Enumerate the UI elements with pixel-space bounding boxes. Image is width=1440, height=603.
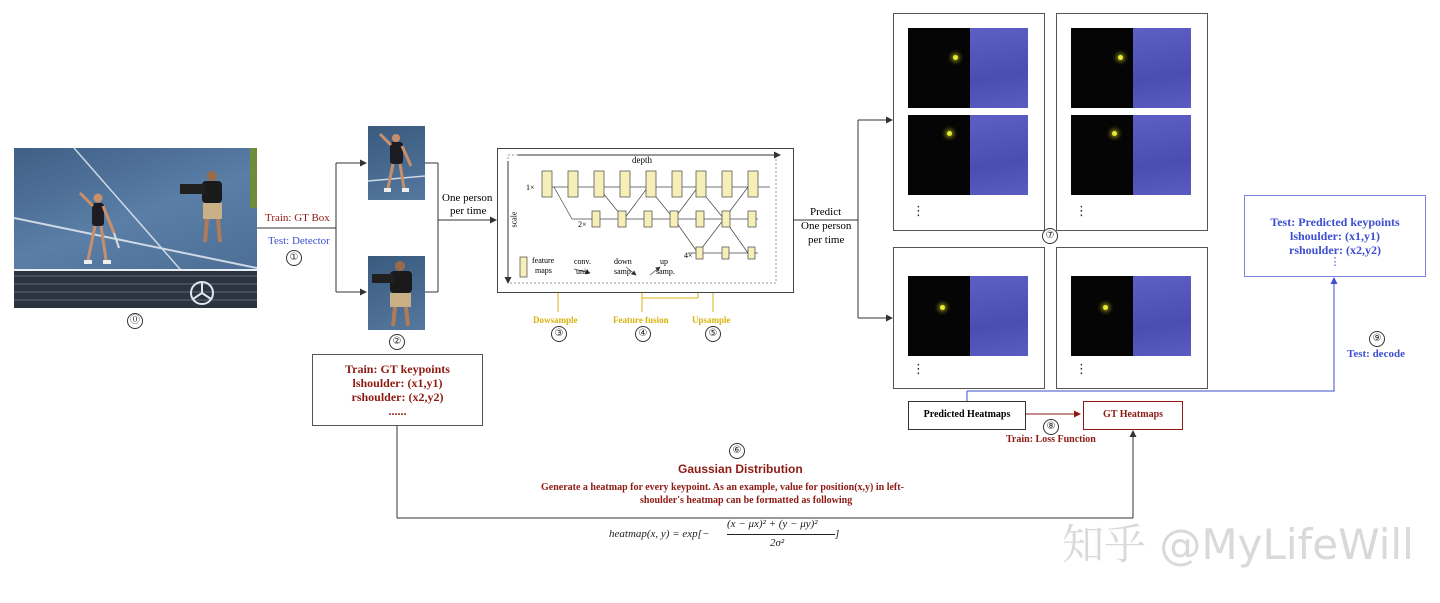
test-predicted-keypoints-box: [1244, 195, 1426, 277]
gt-keypoints-line1: lshoulder: (x1,y1): [352, 376, 443, 390]
formula-numerator: (x − μx)² + (y − μy)²: [727, 518, 818, 530]
step-number-9: ⑨: [1369, 331, 1385, 347]
player-crop-illustration: [368, 126, 425, 200]
predict-label-line1: Predict: [810, 206, 842, 218]
ellipsis: ⋮: [1075, 204, 1088, 219]
one-person-label-line2: per time: [450, 205, 487, 217]
upsample-label: Upsample: [692, 315, 731, 325]
legend-down: down: [614, 257, 632, 266]
legend-unit: unit: [576, 267, 589, 276]
predict-label-line2: One person: [801, 220, 852, 232]
step-number-3: ③: [551, 326, 567, 342]
gt-heatmaps-box: [1083, 401, 1183, 430]
heatmap-tile: [1071, 28, 1191, 108]
step-number-4: ④: [635, 326, 651, 342]
test-decode-label: Test: decode: [1347, 348, 1405, 360]
heatmap-tile: [908, 28, 1028, 108]
heatmap-tile: [908, 115, 1028, 195]
legend-maps: maps: [535, 266, 552, 275]
heatmap-tile: [1071, 276, 1191, 356]
formula-lhs: heatmap(x, y) = exp[−: [609, 528, 710, 540]
ellipsis: ⋮: [912, 204, 925, 219]
cameraman-crop-illustration: [368, 256, 425, 330]
train-gt-box-label: Train: GT Box: [265, 212, 330, 224]
feature-fusion-label: Feature fusion: [613, 315, 669, 325]
formula-fraction-bar: [727, 534, 835, 535]
step-number-0: ⓪: [127, 313, 143, 329]
heatmap-peak: [1118, 55, 1123, 60]
gaussian-desc-line1: Generate a heatmap for every keypoint. As an example, value for position(x,y) in left-: [541, 482, 904, 493]
gaussian-desc-line2: shoulder's heatmap can be formatted as following: [640, 495, 853, 506]
input-image: [14, 148, 257, 308]
gt-keypoints-box: [312, 354, 483, 426]
formula-denominator: 2σ²: [770, 537, 785, 549]
heatmap-peak: [940, 305, 945, 310]
heatmap-panel-top-right: [1056, 13, 1208, 231]
step-number-1: ①: [286, 250, 302, 266]
heatmap-panel-top-left: [893, 13, 1045, 231]
legend-down-samp: samp.: [614, 267, 633, 276]
legend-feature: feature: [532, 256, 555, 265]
network-diagram: [497, 148, 794, 293]
gt-keypoints-line3: ......: [388, 404, 407, 418]
test-keypoints-line3: ⋮: [1329, 256, 1341, 268]
network-scale-1x: 1×: [526, 183, 535, 192]
network-scale-4x: 4×: [684, 251, 693, 260]
legend-up: up: [660, 257, 668, 266]
step-number-6: ⑥: [729, 443, 745, 459]
step-number-7: ⑦: [1042, 228, 1058, 244]
test-keypoints-line2: rshoulder: (x2,y2): [1289, 243, 1381, 257]
heatmap-peak: [1112, 131, 1117, 136]
test-keypoints-line1: lshoulder: (x1,y1): [1290, 229, 1380, 243]
legend-up-samp: samp.: [656, 267, 675, 276]
step-number-5: ⑤: [705, 326, 721, 342]
test-detector-label: Test: Detector: [268, 235, 330, 247]
crop-player: [368, 126, 425, 200]
tennis-court-illustration: [14, 148, 257, 308]
ellipsis: ⋮: [912, 362, 925, 377]
heatmap-panel-bottom-right: [1056, 247, 1208, 389]
predicted-heatmaps-label: Predicted Heatmaps: [923, 409, 1011, 420]
heatmap-peak: [953, 55, 958, 60]
downsample-label: Dowsample: [533, 315, 578, 325]
heatmap-panel-bottom-left: [893, 247, 1045, 389]
legend-conv: conv.: [574, 257, 592, 266]
step-number-8: ⑧: [1043, 419, 1059, 435]
loss-function-label: Train: Loss Function: [1006, 434, 1096, 445]
network-depth-label: depth: [632, 155, 652, 165]
watermark: 知乎 @MyLifeWill: [1062, 520, 1414, 569]
gaussian-title: Gaussian Distribution: [678, 462, 803, 476]
one-person-label-line1: One person: [442, 192, 493, 204]
heatmap-peak: [1103, 305, 1108, 310]
predict-label-line3: per time: [808, 234, 845, 246]
heatmap-peak: [947, 131, 952, 136]
crop-cameraman: [368, 256, 425, 330]
heatmap-tile: [908, 276, 1028, 356]
gt-keypoints-line2: rshoulder: (x2,y2): [351, 390, 444, 404]
gt-keypoints-title: Train: GT keypoints: [345, 362, 450, 376]
network-scale-label: scale: [509, 211, 519, 228]
heatmap-tile: [1071, 115, 1191, 195]
predicted-heatmaps-box: [908, 401, 1026, 430]
ellipsis: ⋮: [1075, 362, 1088, 377]
step-number-2: ②: [389, 334, 405, 350]
test-keypoints-title: Test: Predicted keypoints: [1270, 215, 1400, 229]
network-scale-2x: 2×: [578, 220, 587, 229]
formula-close: ]: [835, 528, 840, 540]
heatmap-formula: [609, 517, 849, 553]
gt-heatmaps-label: GT Heatmaps: [1102, 409, 1164, 420]
